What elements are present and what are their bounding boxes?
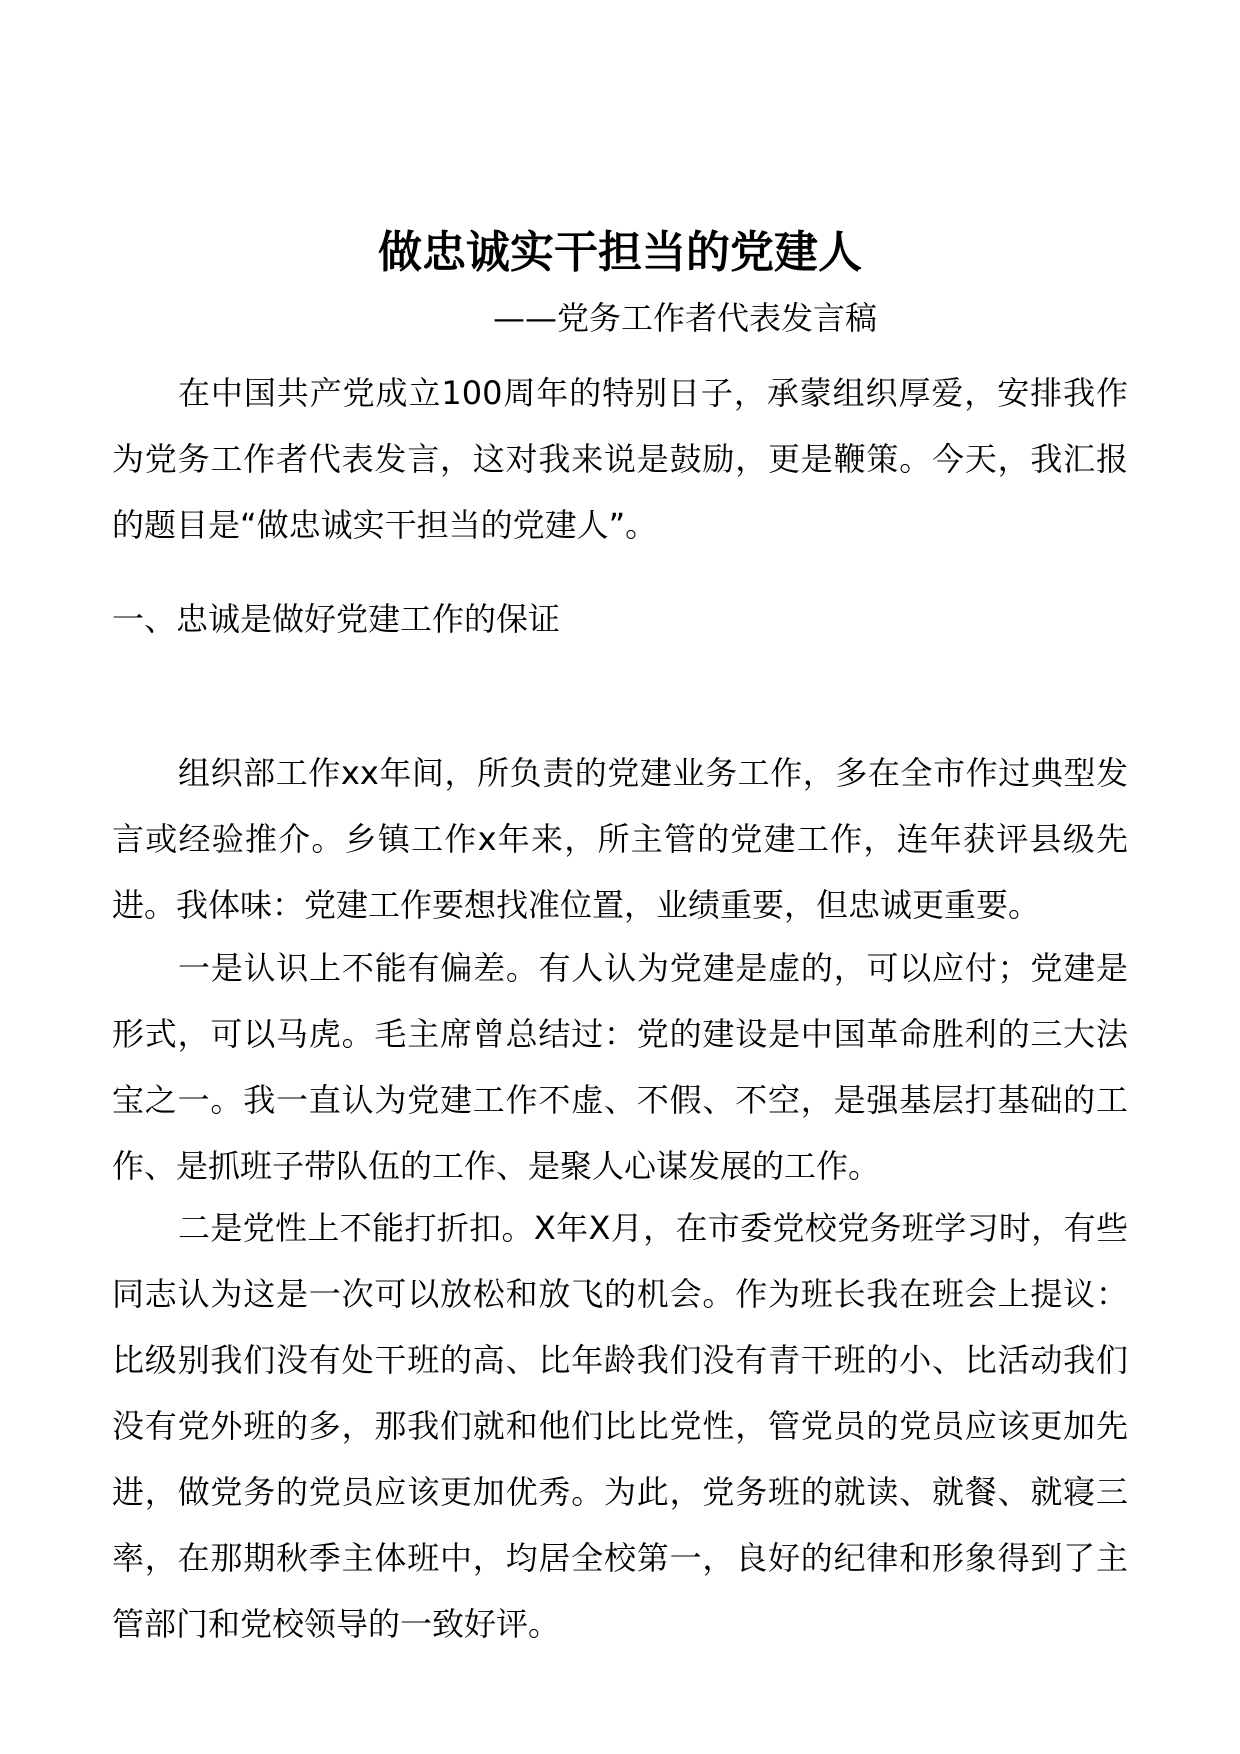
section-heading: 一、忠诚是做好党建工作的保证 xyxy=(112,600,561,638)
body-paragraph: 二是党性上不能打折扣。X年X月，在市委党校党务班学习时，有些同志认为这是一次可以放松和放飞的机会。作为班长我在班会上提议：比级别我们没有处干班的高、比年龄我们没有青干班的小、比活动我们没有党外班的多，那我们就和他们比比党性，管党员的党员应该更加先进，做党务的党员应该更加优秀。为此，党务班的就读、就餐、就寝三率，在那期秋季主体班中，均居全校第一，良好的纪律和形象得到了主管部门和党校领导的一致好评。 xyxy=(112,1209,1128,1643)
body-paragraph: 一是认识上不能有偏差。有人认为党建是虚的，可以应付；党建是形式，可以马虎。毛主席曾总结过：党的建设是中国革命胜利的三大法宝之一。我一直认为党建工作不虚、不假、不空，是强基层打基础的工作、是抓班子带队伍的工作、是聚人心谋发展的工作。 xyxy=(112,949,1128,1185)
body-paragraph: 组织部工作xx年间，所负责的党建业务工作，多在全市作过典型发言或经验推介。乡镇工作x年来，所主管的党建工作，连年获评县级先进。我体味：党建工作要想找准位置，业绩重要，但忠诚更重要。 xyxy=(112,754,1128,924)
intro-paragraph: 在中国共产党成立100周年的特别日子，承蒙组织厚爱，安排我作为党务工作者代表发言，这对我来说是鼓励，更是鞭策。今天，我汇报的题目是“做忠诚实干担当的党建人”。 xyxy=(112,374,1128,544)
document-title: 做忠诚实干担当的党建人 xyxy=(378,227,862,279)
document-subtitle: ——党务工作者代表发言稿 xyxy=(492,299,877,337)
